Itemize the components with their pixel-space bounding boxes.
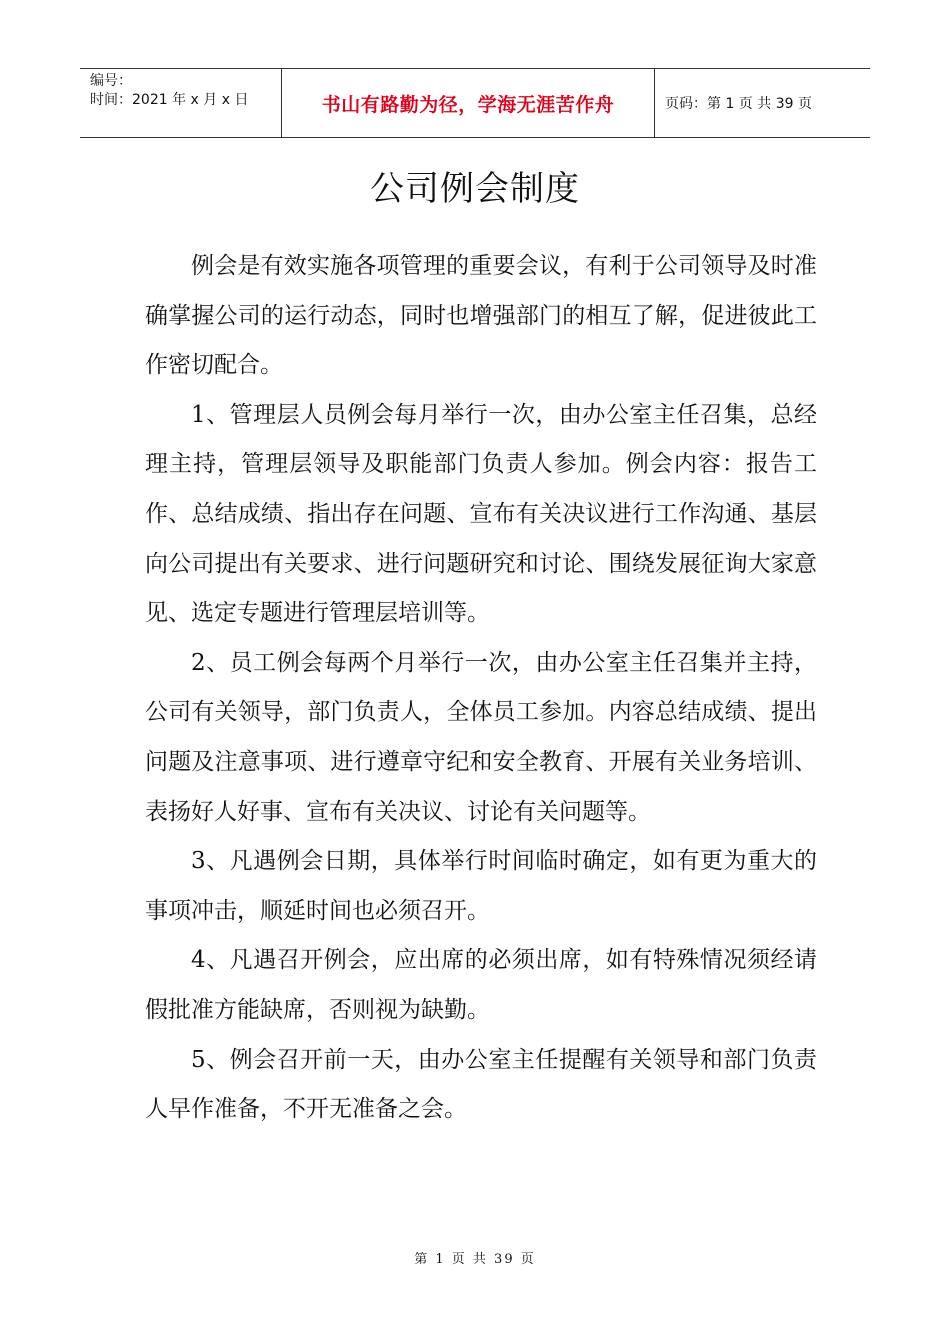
paragraph-item-3: 3、凡遇例会日期，具体举行时间临时确定，如有更为重大的事项冲击，顺延时间也必须召开。 bbox=[145, 848, 817, 924]
time-label: 时间：2021 年 x 月 x 日 bbox=[90, 92, 249, 108]
number-label: 编号： bbox=[90, 73, 132, 89]
header-page-info: 页码：第 1 页 共 39 页 bbox=[665, 96, 812, 112]
paragraph-item-5: 5、例会召开前一天，由办公室主任提醒有关领导和部门负责人早作准备，不开无准备之会。 bbox=[145, 1046, 817, 1123]
page-title: 公司例会制度 bbox=[370, 169, 580, 209]
document-body bbox=[145, 242, 817, 1135]
paragraph-intro: 例会是有效实施各项管理的重要会议，有利于公司领导及时准确掌握公司的运行动态，同时也增强部门的相互了解，促进彼此工作密切配合。 bbox=[145, 253, 817, 379]
paragraph-item-1: 1、管理层人员例会每月举行一次，由办公室主任召集，总经理主持，管理层领导及职能部门负责人参加。例会内容：报告工作、总结成绩、指出存在问题、宣布有关决议进行工作沟通、基层向公司提出有关要求、进行问题研究和讨论、围绕发展征询大家意见、选定专题进行管理层培训等。 bbox=[145, 401, 817, 627]
document-header bbox=[80, 68, 870, 138]
header-meta bbox=[80, 69, 282, 137]
paragraph-item-2: 2、员工例会每两个月举行一次，由办公室主任召集并主持，公司有关领导，部门负责人，全体员工参加。内容总结成绩、提出问题及注意事项、进行遵章守纪和安全教育、开展有关业务培训、表扬好人好事、宣布有关决议、讨论有关问题等。 bbox=[145, 649, 817, 825]
header-motto: 书山有路勤为径，学海无涯苦作舟 bbox=[282, 69, 655, 137]
paragraph-item-4: 4、凡遇召开例会，应出席的必须出席，如有特殊情况须经请假批准方能缺席，否则视为缺勤。 bbox=[145, 947, 817, 1023]
page-footer: 第 1 页 共 39 页 bbox=[414, 1252, 536, 1267]
